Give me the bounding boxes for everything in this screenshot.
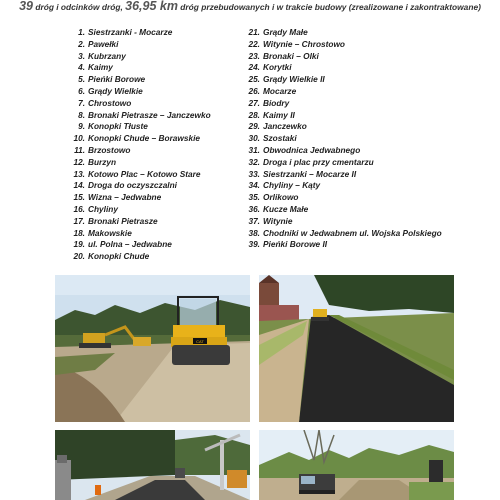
road-number: 22. xyxy=(248,38,260,49)
road-name: Kaimy II xyxy=(263,109,295,120)
road-number: 24. xyxy=(248,62,260,73)
road-name: Pieńki Borowe xyxy=(88,74,146,85)
road-number: 37. xyxy=(248,215,260,226)
road-name: Pieńki Borowe II xyxy=(263,239,328,250)
road-list-item xyxy=(70,145,211,157)
road-name: Witynie xyxy=(263,215,293,226)
road-name: Bronaki Pietrasze – Janczewko xyxy=(88,109,211,120)
road-number: 23. xyxy=(248,50,260,61)
road-name: ul. Polna – Jedwabne xyxy=(88,239,172,250)
road-name: Chyliny – Kąty xyxy=(263,180,321,191)
road-list-item xyxy=(245,98,442,110)
road-count: 39 xyxy=(19,0,33,13)
road-name: Chyliny xyxy=(88,203,118,214)
road-number: 28. xyxy=(248,109,260,120)
road-name: Siestrzanki – Mocarze II xyxy=(263,168,357,179)
road-name: Janczewko xyxy=(263,121,307,132)
road-name: Szostaki xyxy=(263,133,297,144)
road-name: Grądy Małe xyxy=(263,27,308,37)
road-number: 35. xyxy=(248,192,260,203)
road-list-item xyxy=(70,169,211,181)
road-name: Kubrzany xyxy=(88,50,126,61)
road-name: Makowskie xyxy=(88,227,132,238)
road-list-item xyxy=(70,62,211,74)
road-number: 32. xyxy=(248,156,260,167)
road-number: 34. xyxy=(248,180,260,191)
road-list-item xyxy=(70,133,211,145)
road-name: Pawełki xyxy=(88,38,119,49)
road-name: Konopki Chude – Borawskie xyxy=(88,133,201,144)
road-list-item xyxy=(245,39,442,51)
road-number: 3. xyxy=(78,50,85,61)
road-list-item xyxy=(70,216,211,228)
road-list-item xyxy=(245,110,442,122)
road-length: 36,95 km xyxy=(125,0,178,13)
road-number: 38. xyxy=(248,227,260,238)
road-list-item xyxy=(245,157,442,169)
page-header xyxy=(0,0,500,14)
road-name: Burzyn xyxy=(88,156,117,167)
road-number: 25. xyxy=(248,74,260,85)
road-number: 16. xyxy=(73,203,85,214)
road-list-item xyxy=(70,121,211,133)
road-number: 5. xyxy=(78,74,85,85)
road-list-item xyxy=(70,39,211,51)
road-number: 31. xyxy=(248,144,260,155)
road-name: Korytki xyxy=(263,62,292,73)
photo-road-roller xyxy=(55,275,250,422)
road-list-left xyxy=(70,27,211,263)
photo-trucks-road xyxy=(259,430,454,500)
photo-forest-road xyxy=(55,430,250,500)
road-list-right xyxy=(245,27,442,251)
road-list-item xyxy=(245,145,442,157)
road-number: 30. xyxy=(248,133,260,144)
road-name: Bronaki Pietrasze xyxy=(88,215,158,226)
road-number: 18. xyxy=(73,227,85,238)
road-number: 2. xyxy=(78,38,85,49)
road-number: 15. xyxy=(73,192,85,203)
road-list-item xyxy=(245,192,442,204)
road-number: 36. xyxy=(248,203,260,214)
road-list-item xyxy=(70,27,211,39)
road-list-item xyxy=(70,51,211,63)
road-name: Mocarze xyxy=(263,85,297,96)
road-list-item xyxy=(70,251,211,263)
road-number: 12. xyxy=(73,156,85,167)
road-list-item xyxy=(245,180,442,192)
road-name: Konopki Chude xyxy=(88,251,150,262)
road-name: Droga do oczyszczalni xyxy=(88,180,177,191)
road-list-item xyxy=(70,86,211,98)
road-list-item xyxy=(245,27,442,39)
road-list-item xyxy=(70,204,211,216)
road-name: Droga i plac przy cmentarzu xyxy=(263,156,374,167)
road-list-item xyxy=(70,157,211,169)
road-name: Kaimy xyxy=(88,62,113,73)
road-number: 29. xyxy=(248,121,260,132)
road-number: 21. xyxy=(248,27,260,37)
road-list-item xyxy=(245,51,442,63)
road-number: 10. xyxy=(73,133,85,144)
photo-asphalt-road xyxy=(259,275,454,422)
header-text-b: dróg przebudowanych i w trakcie budowy (zrealizowane i zakontraktowane) xyxy=(177,2,481,12)
road-name: Bronaki – Olki xyxy=(263,50,319,61)
road-list-item xyxy=(245,133,442,145)
road-list-item xyxy=(70,180,211,192)
road-list-item xyxy=(245,169,442,181)
road-number: 39. xyxy=(248,239,260,250)
road-list-item xyxy=(245,228,442,240)
road-number: 26. xyxy=(248,85,260,96)
road-name: Siestrzanki - Mocarze xyxy=(88,27,173,37)
road-number: 11. xyxy=(74,144,85,155)
road-list-item xyxy=(70,239,211,251)
road-name: Kucze Małe xyxy=(263,203,309,214)
road-number: 6. xyxy=(78,85,85,96)
road-name: Chrostowo xyxy=(88,97,132,108)
road-number: 14. xyxy=(73,180,85,191)
road-list-item xyxy=(70,192,211,204)
road-list-item xyxy=(245,62,442,74)
road-name: Grądy Wielkie II xyxy=(263,74,325,85)
road-number: 20. xyxy=(73,251,85,262)
road-name: Orlikowo xyxy=(263,192,299,203)
road-list-item xyxy=(70,74,211,86)
road-number: 17. xyxy=(73,215,85,226)
road-name: Konopki Tłuste xyxy=(88,121,148,132)
road-list-item xyxy=(245,121,442,133)
road-name: Biodry xyxy=(263,97,290,108)
road-list-item xyxy=(70,98,211,110)
road-number: 8. xyxy=(78,109,85,120)
road-list-item xyxy=(245,86,442,98)
road-number: 19. xyxy=(73,239,85,250)
roller-brand-label: CAT xyxy=(196,339,204,344)
road-number: 13. xyxy=(73,168,85,179)
road-number: 9. xyxy=(78,121,85,132)
road-number: 27. xyxy=(248,97,260,108)
road-name: Obwodnica Jedwabnego xyxy=(263,144,361,155)
road-number: 1. xyxy=(78,27,85,37)
road-number: 4. xyxy=(78,62,85,73)
road-name: Wizna – Jedwabne xyxy=(88,192,162,203)
road-name: Kotowo Plac – Kotowo Stare xyxy=(88,168,201,179)
road-list-item xyxy=(245,74,442,86)
road-list-item xyxy=(245,239,442,251)
road-list-item xyxy=(245,216,442,228)
road-name: Chodniki w Jedwabnem ul. Wojska Polskiego xyxy=(263,227,442,238)
road-name: Brzostowo xyxy=(88,144,131,155)
road-name: Witynie – Chrostowo xyxy=(263,38,345,49)
road-list-item xyxy=(245,204,442,216)
header-text-a: dróg i odcinków dróg, xyxy=(33,2,126,12)
road-list-item xyxy=(70,110,211,122)
road-name: Grądy Wielkie xyxy=(88,85,143,96)
road-list-item xyxy=(70,228,211,240)
road-number: 33. xyxy=(248,168,260,179)
road-number: 7. xyxy=(78,97,85,108)
